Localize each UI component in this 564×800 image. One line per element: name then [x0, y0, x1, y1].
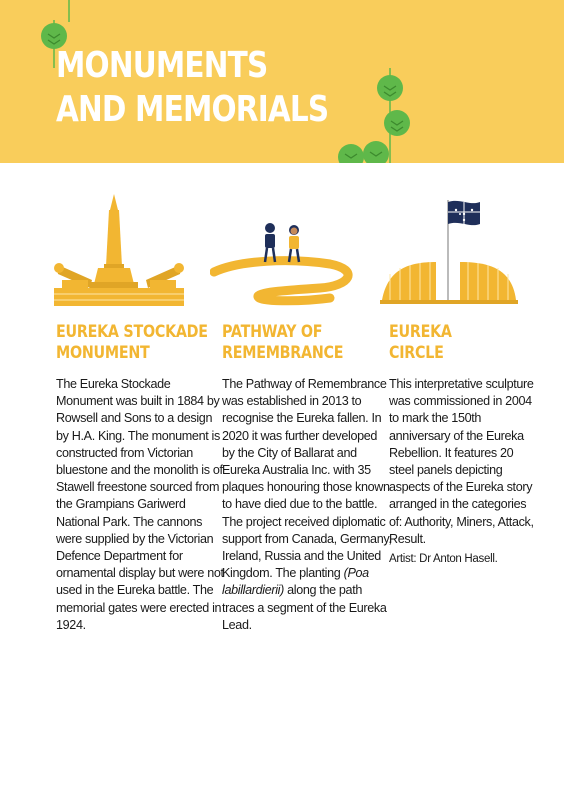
section-title: EUREKA STOCKADE MONUMENT	[56, 322, 208, 363]
stockade-monument-illustration	[52, 188, 192, 308]
section-body: The Eureka Stockade Monument was built in 1884 by Rowsell and Sons to a design by H.A. King. The monument is constructed from Victorian bluestone and the monolith is of Stawell freestone sourced from the Grampians Gariwerd National Park. The cannons were supplied by the Victorian Defence Department for ornamental display but were not used in the Eureka battle. The memorial gates were erected in 1924.	[56, 377, 224, 632]
section-body: The Pathway of Remembrance was established in 2013 to recognise the Eureka fallen. In 2020 it was further developed by the City of Ballarat and Eureka Australia Inc. with 35 plaques honouring those known to have died due to the battle. The project received diplomatic support from Canada, Germany, Ireland, Russia and the United Kingdom. The planting (Poa labillardierii) along the path traces a segment of the Eureka Lead.	[222, 377, 392, 632]
header-banner	[0, 0, 564, 163]
stockade-monument-section	[56, 322, 226, 634]
pathway-section	[222, 322, 392, 634]
eureka-circle-section	[389, 322, 539, 565]
section-body: This interpretative sculpture was commissioned in 2004 to mark the 150th anniversary of the Eureka Rebellion. It features 20 steel panels depicting aspects of the Eureka story arranged in the categories of: Authority, Miners, Attack, Result.	[389, 377, 534, 546]
artist-credit: Artist: Dr Anton Hasell.	[389, 553, 498, 566]
page-title: MONUMENTS AND MEMORIALS	[56, 45, 329, 130]
section-title: PATHWAY OF REMEMBRANCE	[222, 322, 344, 363]
tree-icon	[336, 132, 396, 163]
pathway-illustration	[210, 222, 360, 312]
eureka-circle-illustration	[380, 196, 520, 308]
section-title: EUREKA CIRCLE	[389, 322, 452, 363]
